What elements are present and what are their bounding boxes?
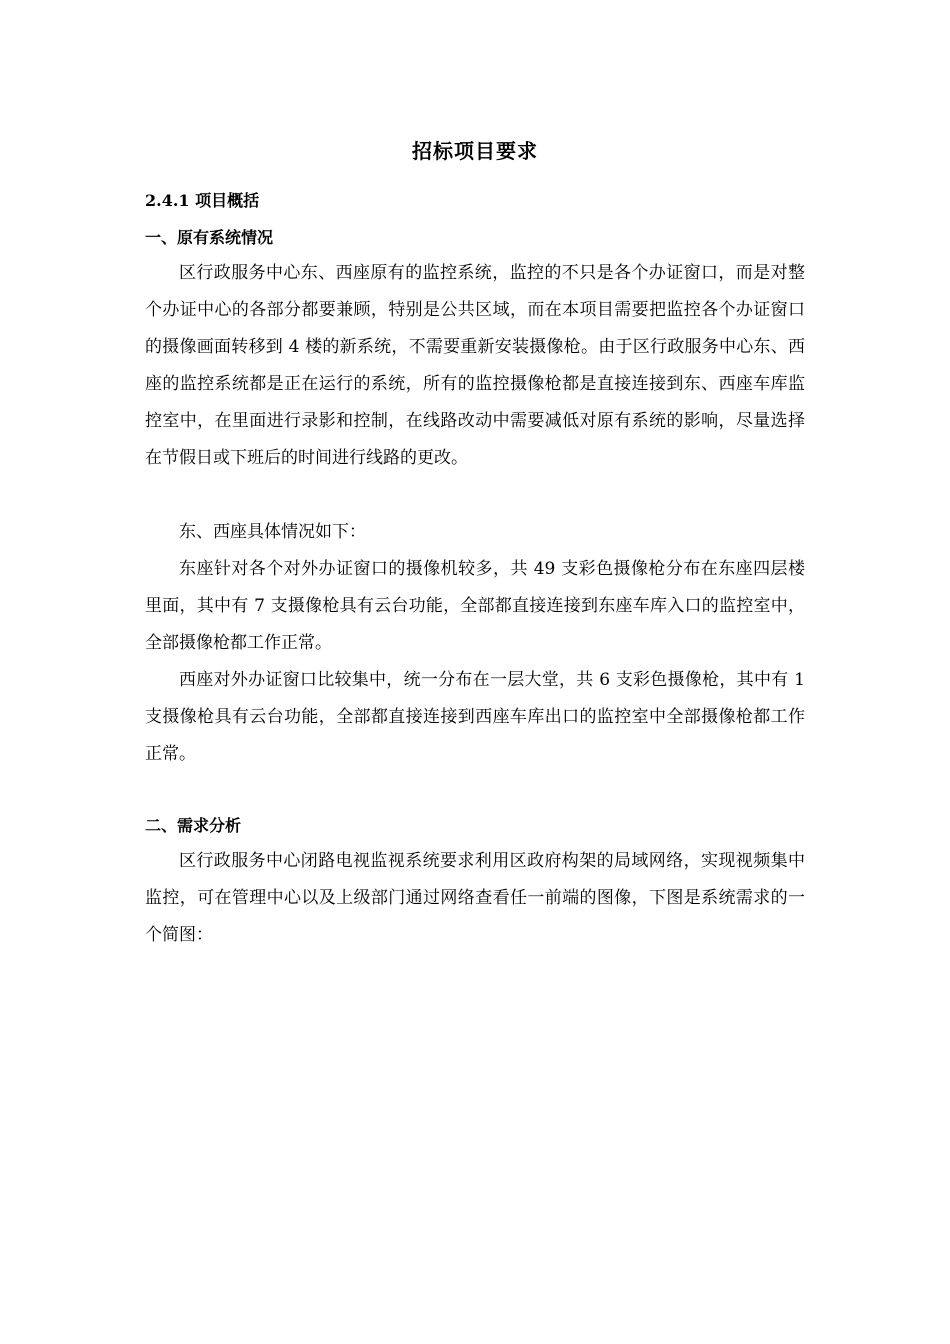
page-title: 招标项目要求 <box>412 139 538 163</box>
part2-paragraph-1: 区行政服务中心闭路电视监视系统要求利用区政府构架的局域网络，实现视频集中监控，可在管理中心以及上级部门通过网络查看任一前端的图像，下图是系统需求的一个简图： <box>145 851 805 945</box>
part2-heading: 二、需求分析 <box>145 816 242 835</box>
section-heading: 2.4.1 项目概括 <box>145 191 260 210</box>
part1-paragraph-2: 东、西座具体情况如下： <box>179 522 366 542</box>
part1-paragraph-1: 区行政服务中心东、西座原有的监控系统，监控的不只是各个办证窗口，而是对整个办证中心的各部分都要兼顾，特别是公共区域，而在本项目需要把监控各个办证窗口的摄像画面转移到 4 楼的新系统，不需要重新安装摄像枪。由于区行政服务中心东、西座的监控系统都是正在运行的系统，所有的监控摄像枪都是直接连接到东、西座车库监控室中，在里面进行录影和控制，在线路改动中需要减低对原有系统的影响，尽量选择在节假日或下班后的时间进行线路的更改。 <box>145 263 805 468</box>
part1-paragraph-3: 东座针对各个对外办证窗口的摄像机较多，共 49 支彩色摄像枪分布在东座四层楼里面，其中有 7 支摄像枪具有云台功能，全部都直接连接到东座车库入口的监控室中，全部摄像枪都工作正常。 <box>145 559 805 653</box>
part1-paragraph-4: 西座对外办证窗口比较集中，统一分布在一层大堂，共 6 支彩色摄像枪，其中有 1 支摄像枪具有云台功能，全部都直接连接到西座车库出口的监控室中全部摄像枪都工作正常。 <box>145 670 805 764</box>
part1-heading: 一、原有系统情况 <box>145 228 274 247</box>
